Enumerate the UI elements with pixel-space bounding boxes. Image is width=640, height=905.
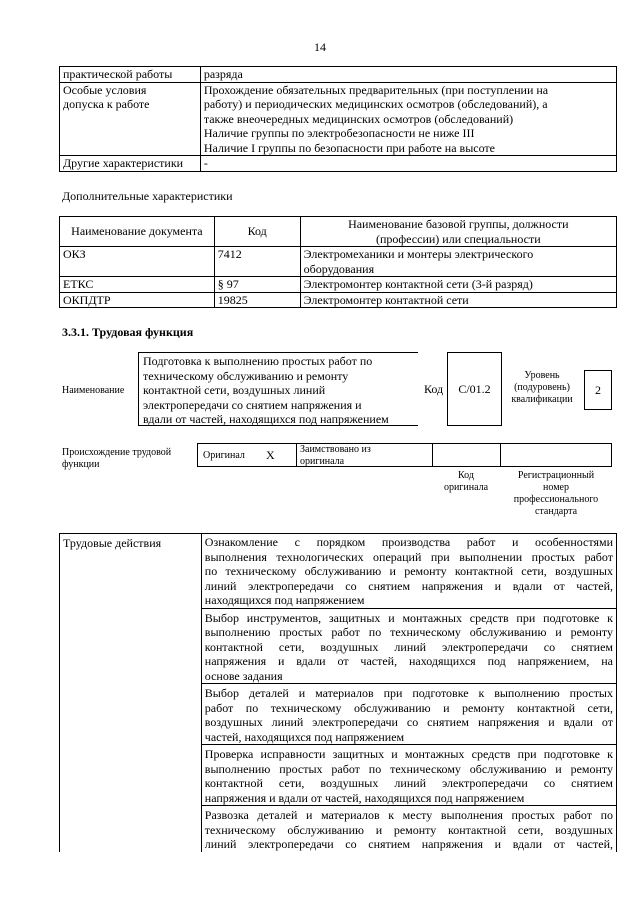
table-row xyxy=(60,247,617,277)
cell-name: Электромеханики и монтеры электрического оборудования xyxy=(300,247,616,277)
action-item: Проверка исправности защитных и монтажных средств при подготовке к выполнению простых работ по техническому обслуживанию и ремонту контактной сети, воздушных линий электропередачи со снятием напряжения и вдали от частей, находящихся под напряжением xyxy=(201,745,616,806)
row-label: практической работы xyxy=(60,67,201,83)
cell-name: Электромонтер контактной сети xyxy=(300,292,616,308)
original-code-caption: Код оригинала xyxy=(443,470,489,493)
header-code: Код xyxy=(214,217,300,247)
page-number: 14 xyxy=(314,40,326,54)
additional-heading: Дополнительные характеристики xyxy=(62,189,233,203)
row-value: разряда xyxy=(200,67,616,83)
table-row xyxy=(60,67,617,83)
table-row xyxy=(60,292,617,308)
code-label: Код xyxy=(424,382,444,396)
name-label: Наименование xyxy=(62,385,125,396)
action-item: Ознакомление с порядком производства работ и особенностями выполнения технологических операций при выполнении простых работ по техническому обслуживанию и ремонту контактной сети, воздушных линий электропередачи со снятием напряжения и вдали от частей, находящихся под напряжением xyxy=(201,534,616,609)
table-row xyxy=(60,534,617,609)
action-item: Выбор деталей и материалов при подготовке к выполнению простых работ по техническому обслуживанию и ремонту контактной сети, воздушных линий электропередачи со снятием напряжения и вдали от частей, находящихся под напряжением xyxy=(201,684,616,745)
original-label: Оригинал xyxy=(203,450,245,461)
row-value: Прохождение обязательных предварительных (при поступлении на работу) и периодических медицинских осмотров (обследований), а также внеочередных медицинских осмотров (обследований) Наличие группы по электробезопасности не ниже III Наличие I группы по безопасности при работе на высоте xyxy=(200,82,616,156)
cell-doc: ОКПДТР xyxy=(60,292,215,308)
function-name-box: Подготовка к выполнению простых работ по техническому обслуживанию и ремонту контактной сети, воздушных линий электропередачи со снятием напряжения и вдали от частей, находящихся под напряжением xyxy=(138,352,418,426)
registration-number-caption: Регистрационный номер профессионального стандарта xyxy=(513,470,599,517)
original-mark: X xyxy=(266,448,275,462)
cell-code: 19825 xyxy=(214,292,300,308)
origin-label: Происхождение трудовой функции xyxy=(62,447,172,470)
row-label: Другие характеристики xyxy=(60,156,201,172)
origin-grid xyxy=(197,443,612,467)
header-name: Наименование базовой группы, должности (профессии) или специальности xyxy=(300,217,616,247)
level-label: Уровень (подуровень) квалификации xyxy=(511,370,573,405)
table-row xyxy=(60,277,617,293)
row-value: - xyxy=(200,156,616,172)
cell-code: § 97 xyxy=(214,277,300,293)
qualification-level-box: 2 xyxy=(584,370,612,410)
function-heading: 3.3.1. Трудовая функция xyxy=(62,325,194,339)
cell-name: Электромонтер контактной сети (3-й разряд) xyxy=(300,277,616,293)
cell-doc: ЕТКС xyxy=(60,277,215,293)
action-item: Развозка деталей и материалов к месту выполнения простых работ по техническому обслуживанию и ремонту контактной сети, воздушных линий электропередачи со снятием напряжения и вдали от частей, xyxy=(201,806,616,852)
cell-doc: ОКЗ xyxy=(60,247,215,277)
origin-divider xyxy=(296,443,297,467)
table-header-row xyxy=(60,217,617,247)
row-label: Особые условия допуска к работе xyxy=(60,82,201,156)
cell-code: 7412 xyxy=(214,247,300,277)
table-row xyxy=(60,82,617,156)
function-code-box: C/01.2 xyxy=(447,352,502,426)
actions-label: Трудовые действия xyxy=(60,534,202,852)
borrowed-label: Заимствовано из оригинала xyxy=(300,444,371,467)
top-characteristics-table xyxy=(59,66,617,172)
action-item: Выбор инструментов, защитных и монтажных средств при подготовке к выполнению простых работ по техническому обслуживанию и ремонту контактной сети, воздушных линий электропередачи со снятием напряжения и вдали от частей, находящихся под напряжением, на основе задания xyxy=(201,608,616,684)
table-row xyxy=(60,156,617,172)
origin-divider xyxy=(500,443,501,467)
name-underline xyxy=(138,425,418,426)
header-doc: Наименование документа xyxy=(60,217,215,247)
additional-characteristics-table xyxy=(59,216,617,308)
origin-divider xyxy=(432,443,433,467)
labor-actions-table xyxy=(59,533,617,852)
